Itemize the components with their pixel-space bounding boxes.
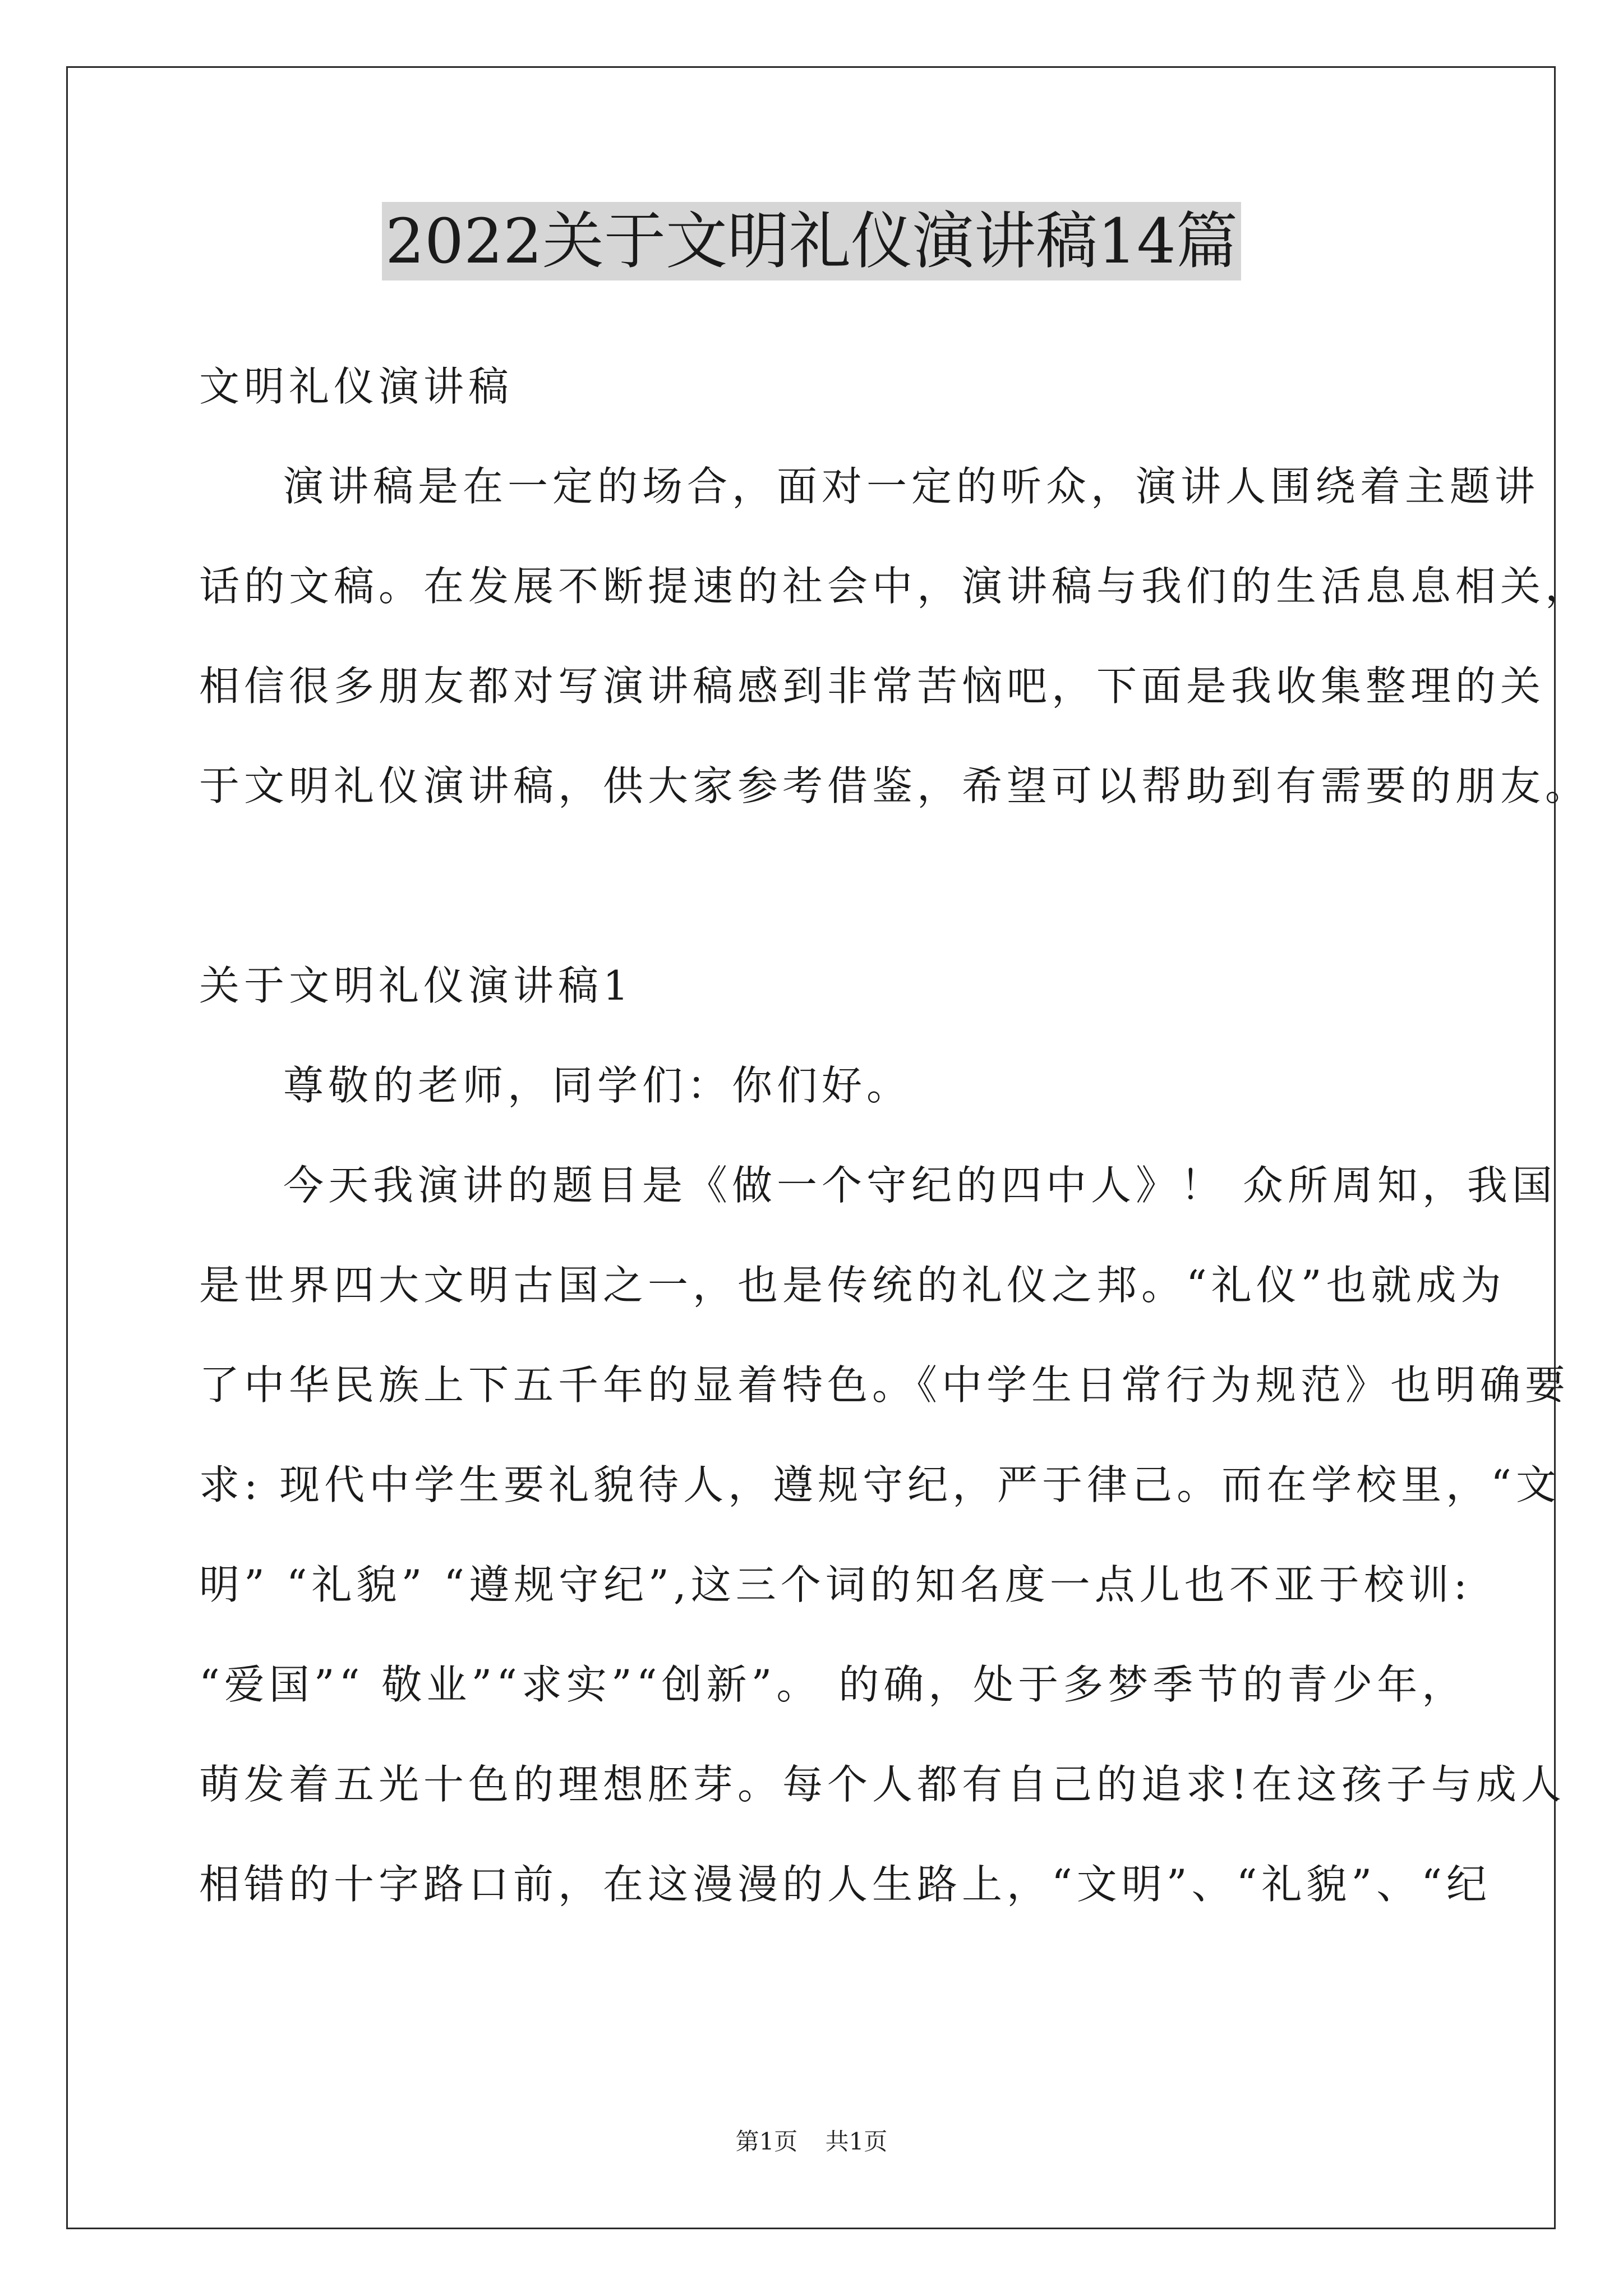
intro-line: 演讲稿是在一定的场合，面对一定的听众，演讲人围绕着主题讲 bbox=[283, 463, 1540, 510]
body-line: 了中华民族上下五千年的显着特色。《中学生日常行为规范》也明确要 bbox=[199, 1361, 1570, 1409]
document-body bbox=[199, 337, 1590, 1934]
page-number-total: 共1页 bbox=[825, 2128, 888, 2155]
intro-line: 于文明礼仪演讲稿，供大家参考借鉴，希望可以帮助到有需要的朋友。 bbox=[199, 762, 1590, 809]
title-container bbox=[0, 202, 1623, 280]
page-number-current: 第1页 bbox=[735, 2128, 798, 2155]
body-line: 明” “礼貌” “遵规守纪”,这三个词的知名度一点儿也不亚于校训: bbox=[199, 1561, 1472, 1608]
body-line: 是世界四大文明古国之一，也是传统的礼仪之邦。“礼仪”也就成为 bbox=[199, 1262, 1506, 1309]
body-line: 求: 现代中学生要礼貌待人，遵规守纪，严于律己。而在学校里，“文 bbox=[199, 1461, 1561, 1508]
body-line: 萌发着五光十色的理想胚芽。每个人都有自己的追求!在这孩子与成人 bbox=[199, 1761, 1566, 1808]
body-line: “爱国”“ 敬业”“求实”“创新”。 的确，处于多梦季节的青少年， bbox=[199, 1661, 1467, 1708]
section-spacer bbox=[199, 836, 1433, 936]
intro-line: 相信很多朋友都对写演讲稿感到非常苦恼吧，下面是我收集整理的关 bbox=[199, 662, 1546, 710]
document-title: 2022关于文明礼仪演讲稿14篇 bbox=[382, 202, 1241, 280]
greeting-line: 尊敬的老师，同学们：你们好。 bbox=[283, 1062, 912, 1109]
intro-line: 话的文稿。在发展不断提速的社会中，演讲稿与我们的生活息息相关， bbox=[199, 563, 1590, 610]
body-line: 相错的十字路口前，在这漫漫的人生路上，“文明”、“礼貌”、“纪 bbox=[199, 1861, 1492, 1908]
section-heading: 关于文明礼仪演讲稿1 bbox=[199, 962, 633, 1009]
page-footer bbox=[0, 2123, 1623, 2157]
body-line: 今天我演讲的题目是《做一个守纪的四中人》！ 众所周知，我国 bbox=[283, 1162, 1557, 1209]
intro-heading: 文明礼仪演讲稿 bbox=[199, 363, 514, 410]
